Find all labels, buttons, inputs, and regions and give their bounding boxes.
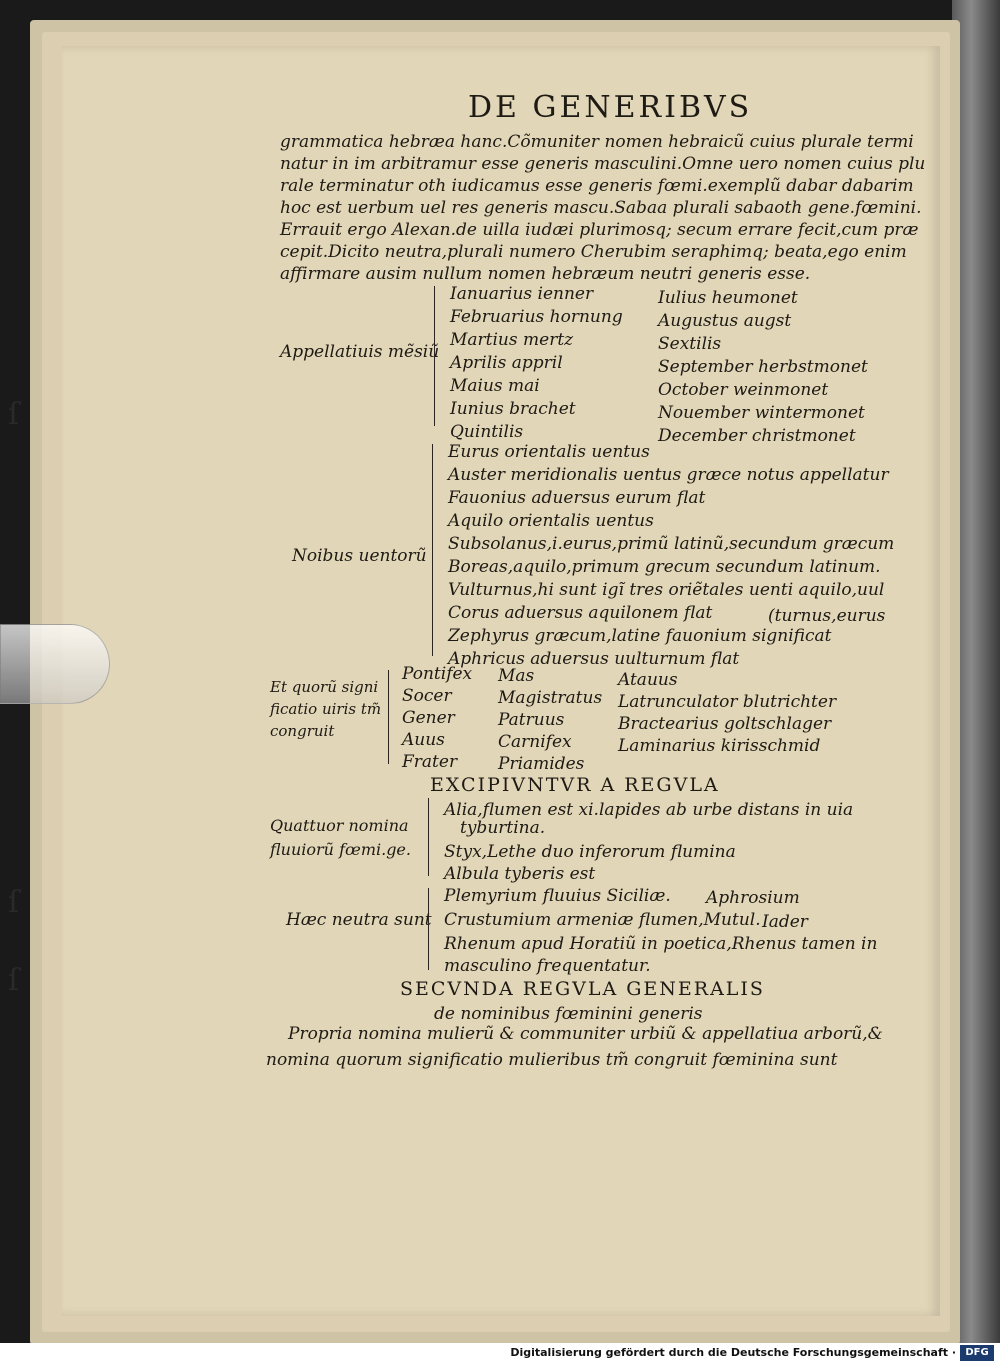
show-through-mark: ſ xyxy=(8,397,20,432)
men-col1: Pontifex xyxy=(402,664,473,684)
exception-line: Albula tyberis est xyxy=(444,864,596,884)
exceptions-heading: EXCIPIVNTVR A REGVLA xyxy=(430,774,720,796)
men-col1: Gener xyxy=(402,708,455,728)
exception-line: Styx,Lethe duo inferorum flumina xyxy=(444,842,736,862)
footer-bar xyxy=(0,1343,1000,1365)
intro-line: Errauit ergo Alexan.de uilla iudæi plurimosq; secum errare fecit,cum præ xyxy=(280,220,919,240)
month-left: Martius mertz xyxy=(450,330,574,350)
men-label-line: ficatio uiris tm̃ xyxy=(270,700,382,718)
second-rule-line: nomina quorum significatio mulieribus tm̃ congruit fœminina sunt xyxy=(266,1050,838,1070)
intro-line: affirmare ausim nullum nomen hebræum neutri generis esse. xyxy=(280,264,811,284)
month-right: September herbstmonet xyxy=(658,357,868,377)
men-col2: Priamides xyxy=(498,754,585,774)
neuters-label: Hæc neutra sunt xyxy=(286,910,432,930)
month-right: Iulius heumonet xyxy=(658,288,798,308)
exceptions-brace xyxy=(428,798,429,876)
month-left: Aprilis appril xyxy=(450,353,563,373)
wind-line: Fauonius aduersus eurum flat xyxy=(448,488,706,508)
dfg-logo: DFG xyxy=(960,1345,994,1361)
month-left: Ianuarius ienner xyxy=(450,284,594,304)
neuter-extra: Aphrosium xyxy=(706,888,800,908)
months-brace xyxy=(434,286,435,426)
neuter-line: Crustumium armeniæ flumen,Mutul. xyxy=(444,910,761,930)
men-col3: Latrunculator blutrichter xyxy=(618,692,837,712)
neuter-extra: Iader xyxy=(762,912,808,932)
wind-line: Subsolanus,i.eurus,primũ latinũ,secundum græcum xyxy=(448,534,895,554)
exception-line: Alia,flumen est xi.lapides ab urbe distans in uia xyxy=(444,800,854,820)
intro-line: natur in im arbitramur esse generis masculini.Omne uero nomen cuius plu xyxy=(280,154,926,174)
months-label: Appellatiuis mẽsiũ xyxy=(280,342,440,362)
footer-credit: Digitalisierung gefördert durch die Deutsche Forschungsgemeinschaft · xyxy=(510,1346,956,1359)
exceptions-label-line: Quattuor nomina xyxy=(270,816,409,835)
men-col2: Carnifex xyxy=(498,732,572,752)
wind-line: Boreas,aquilo,primum grecum secundum latinum. xyxy=(448,557,881,577)
month-right: October weinmonet xyxy=(658,380,829,400)
men-col1: Socer xyxy=(402,686,452,706)
wind-line: Corus aduersus aquilonem flat xyxy=(448,603,713,623)
book-page xyxy=(62,46,940,1316)
men-label-line: Et quorũ signi xyxy=(270,678,379,696)
second-rule-heading: SECVNDA REGVLA GENERALIS xyxy=(400,978,765,1000)
intro-line: cepit.Dicito neutra,plurali numero Cherubim seraphimq; beata,ego enim xyxy=(280,242,907,262)
wind-line: Vulturnus,hi sunt igĩ tres oriẽtales uenti aquilo,uul xyxy=(448,580,885,600)
winds-label: Noibus uentorũ xyxy=(292,546,427,566)
men-label-line: congruit xyxy=(270,722,335,740)
show-through-mark: ſ xyxy=(8,963,20,998)
month-right: Nouember wintermonet xyxy=(658,403,865,423)
page-title: DE GENERIBVS xyxy=(468,90,753,125)
intro-line: hoc est uerbum uel res generis mascu.Sabaa plurali sabaoth gene.fœmini. xyxy=(280,198,922,218)
exceptions-label-line: fluuiorũ fœmi.ge. xyxy=(270,840,411,859)
men-col3: Atauus xyxy=(618,670,678,690)
month-left: Februarius hornung xyxy=(450,307,623,327)
wind-line: Aquilo orientalis uentus xyxy=(448,511,654,531)
month-left: Maius mai xyxy=(450,376,540,396)
men-brace xyxy=(388,670,389,764)
show-through-mark: ſ xyxy=(8,885,20,920)
men-col2: Magistratus xyxy=(498,688,603,708)
winds-brace xyxy=(432,444,433,656)
month-right: December christmonet xyxy=(658,426,856,446)
exception-line: tyburtina. xyxy=(460,818,546,838)
month-left: Quintilis xyxy=(450,422,524,442)
men-col3: Bractearius goltschlager xyxy=(618,714,832,734)
month-right: Sextilis xyxy=(658,334,722,354)
wind-line: Zephyrus græcum,latine fauonium significat xyxy=(448,626,832,646)
intro-line: grammatica hebræa hanc.Cõmuniter nomen hebraicũ cuius plurale termi xyxy=(280,132,914,152)
month-right: Augustus augst xyxy=(658,311,792,331)
second-rule-subheading: de nominibus fœminini generis xyxy=(434,1004,703,1024)
men-col3: Laminarius kirisschmid xyxy=(618,736,821,756)
intro-line: rale terminatur oth iudicamus esse generis fœmi.exemplũ dabar dabarim xyxy=(280,176,914,196)
neuter-line: Rhenum apud Horatiũ in poetica,Rhenus tamen in xyxy=(444,934,878,954)
neuters-brace xyxy=(428,888,429,970)
month-left: Iunius brachet xyxy=(450,399,576,419)
men-col2: Mas xyxy=(498,666,535,686)
neuter-line: masculino frequentatur. xyxy=(444,956,651,976)
neuter-line: Plemyrium fluuius Siciliæ. xyxy=(444,886,671,906)
wind-line: Eurus orientalis uentus xyxy=(448,442,650,462)
page-clip xyxy=(0,624,110,704)
second-rule-line: Propria nomina mulierũ & communiter urbiũ & appellatiua arborũ,& xyxy=(288,1024,883,1044)
wind-line: Aphricus aduersus uulturnum flat xyxy=(448,649,740,669)
men-col2: Patruus xyxy=(498,710,565,730)
wind-line: Auster meridionalis uentus græce notus appellatur xyxy=(448,465,889,485)
men-col1: Frater xyxy=(402,752,458,772)
men-col1: Auus xyxy=(402,730,445,750)
wind-continuation: (turnus,eurus xyxy=(768,606,886,626)
